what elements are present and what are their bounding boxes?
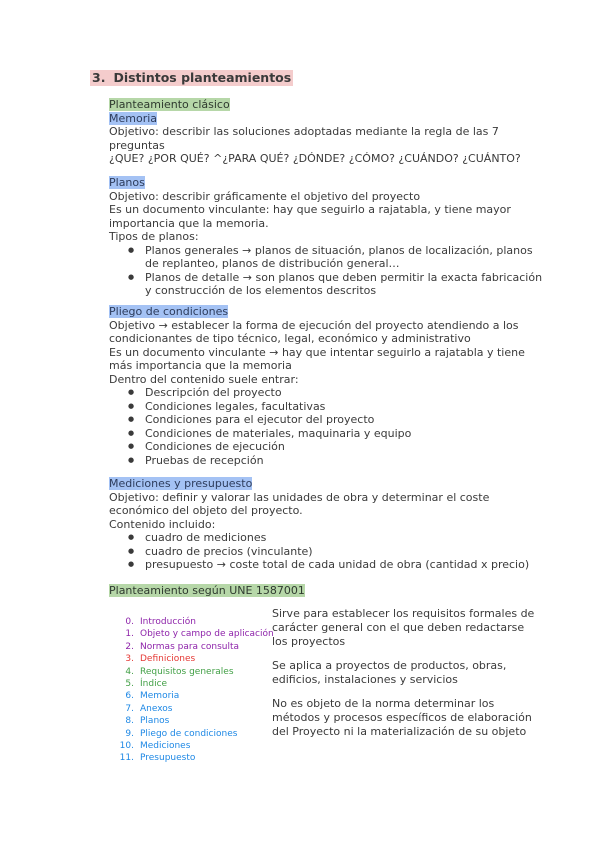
pliego-section: [109, 305, 529, 467]
planos-line: Tipos de planos:: [109, 230, 199, 243]
mediciones-heading: Mediciones y presupuesto: [109, 477, 253, 490]
une-section: [109, 584, 529, 598]
index-label: Memoria: [140, 691, 180, 702]
une-paragraph-line: Se aplica a proyectos de productos, obras,: [272, 659, 507, 672]
index-item: [116, 666, 274, 678]
index-label: Anexos: [140, 703, 173, 714]
index-label: Presupuesto: [140, 753, 196, 764]
index-label: Objeto y campo de aplicación: [140, 629, 274, 640]
index-label: Introducción: [140, 617, 196, 627]
planos-section: [109, 176, 543, 298]
index-label: Normas para consulta: [140, 641, 240, 652]
section-number: 3.: [92, 70, 106, 85]
mediciones-line: Contenido incluido:: [109, 517, 216, 531]
index-item: [116, 703, 274, 715]
list-item: ● cuadro de precios (vinculante): [109, 545, 529, 559]
list-item: ● Condiciones de ejecución: [109, 440, 529, 454]
index-label: Planos: [140, 716, 170, 727]
bullet-line: ● Planos generales → planos de situación, planos de localización, planos: [145, 243, 533, 257]
une-paragraph-line: No es objeto de la norma determinar los: [272, 697, 495, 710]
memoria-line: Objetivo: describir las soluciones adoptadas mediante la regla de las 7: [109, 125, 499, 138]
index-number: 11.: [119, 753, 134, 764]
index-item: [116, 752, 274, 764]
index-number: 4.: [125, 666, 134, 677]
index-number: 9.: [125, 728, 134, 739]
index-item: [116, 740, 274, 752]
clasico-heading: Planteamiento clásico: [109, 98, 230, 111]
index-label: Mediciones: [140, 741, 191, 752]
index-item: [116, 715, 274, 727]
list-item: [109, 270, 543, 298]
pliego-line: Es un documento vinculante → hay que intentar seguirlo a rajatabla y tiene: [109, 345, 525, 359]
list-item: ● Descripción del proyecto: [109, 386, 529, 400]
une-paragraph: [272, 607, 535, 649]
pliego-line: Dentro del contenido suele entrar:: [109, 372, 299, 386]
list-item: ● presupuesto → coste total de cada unidad de obra (cantidad x precio): [109, 558, 529, 572]
pliego-line: condicionantes de tipo técnico, legal, económico y administrativo: [109, 332, 471, 345]
mediciones-bullet-list: [109, 531, 529, 572]
section-title: Distintos planteamientos: [113, 70, 292, 85]
index-number: 10.: [119, 741, 134, 752]
index-item: [116, 653, 274, 665]
list-item: ● Condiciones legales, facultativas: [109, 400, 529, 414]
bullet-line: ● Planos de detalle → son planos que deben permitir la exacta fabricación: [145, 270, 543, 284]
index-number: 2.: [125, 641, 134, 652]
pliego-bullet-list: [109, 386, 529, 467]
bullet-line: de replanteo, planos de distribución general…: [145, 257, 400, 270]
bullet-line: y construcción de los elementos descritos: [145, 284, 377, 297]
pliego-line: más importancia que la memoria: [109, 359, 292, 372]
une-paragraph: [272, 659, 532, 687]
planos-line: Objetivo: describir gráficamente el objetivo del proyecto: [109, 189, 421, 203]
index-number: 7.: [125, 703, 134, 714]
list-item: ● Condiciones para el ejecutor del proyecto: [109, 413, 529, 427]
index-label: Definiciones: [140, 654, 196, 665]
index-number: 8.: [125, 716, 134, 727]
index-number: 3.: [125, 654, 134, 665]
list-item: [109, 243, 533, 271]
une-paragraph-line: edificios, instalaciones y servicios: [272, 673, 458, 686]
section-heading: [90, 70, 293, 86]
mediciones-line: Objetivo: definir y valorar las unidades de obra y determinar el coste: [109, 490, 490, 504]
une-index-list: [116, 616, 274, 765]
une-paragraph-line: del Proyecto ni la materialización de su objeto: [272, 725, 527, 738]
memoria-line: ¿QUE? ¿POR QUÉ? ^¿PARA QUÉ? ¿DÓNDE? ¿CÓMO? ¿CUÁNDO? ¿CUÁNTO?: [109, 152, 521, 165]
index-number: 6.: [125, 691, 134, 702]
list-item: ● cuadro de mediciones: [109, 531, 529, 545]
index-label: Índice: [140, 679, 168, 690]
mediciones-line: económico del objeto del proyecto.: [109, 504, 303, 517]
index-number: 0.: [125, 617, 134, 627]
pliego-line: Objetivo → establecer la forma de ejecución del proyecto atendiendo a los: [109, 318, 519, 332]
planos-bullet-list: [109, 243, 543, 298]
clasico-section: [109, 98, 529, 166]
une-paragraph-line: Sirve para establecer los requisitos formales de: [272, 607, 535, 620]
index-label: Requisitos generales: [140, 666, 234, 677]
mediciones-section: [109, 477, 529, 572]
index-item: [116, 690, 274, 702]
une-description: [272, 607, 535, 749]
une-paragraph-line: métodos y procesos específicos de elaboración: [272, 711, 532, 724]
index-item: [116, 728, 274, 740]
list-item: ● Condiciones de materiales, maquinaria y equipo: [109, 427, 529, 441]
index-item: [116, 616, 274, 628]
pliego-heading: Pliego de condiciones: [109, 305, 229, 318]
list-item: ● Pruebas de recepción: [109, 454, 529, 468]
planos-line: importancia que la memoria.: [109, 216, 269, 230]
une-paragraph-line: carácter general con el que deben redactarse: [272, 621, 525, 634]
une-paragraph-line: los proyectos: [272, 635, 346, 648]
index-label: Pliego de condiciones: [140, 728, 238, 739]
index-item: [116, 678, 274, 690]
une-heading: Planteamiento según UNE 1587001: [109, 584, 305, 597]
memoria-line: preguntas: [109, 138, 165, 152]
planos-heading: Planos: [109, 176, 145, 189]
planos-line: Es un documento vinculante: hay que seguirlo a rajatabla, y tiene mayor: [109, 203, 511, 216]
index-number: 1.: [125, 629, 134, 640]
index-item: [116, 641, 274, 653]
index-number: 5.: [125, 679, 134, 690]
memoria-heading: Memoria: [109, 111, 158, 125]
index-item: [116, 628, 274, 640]
une-paragraph: [272, 697, 532, 739]
